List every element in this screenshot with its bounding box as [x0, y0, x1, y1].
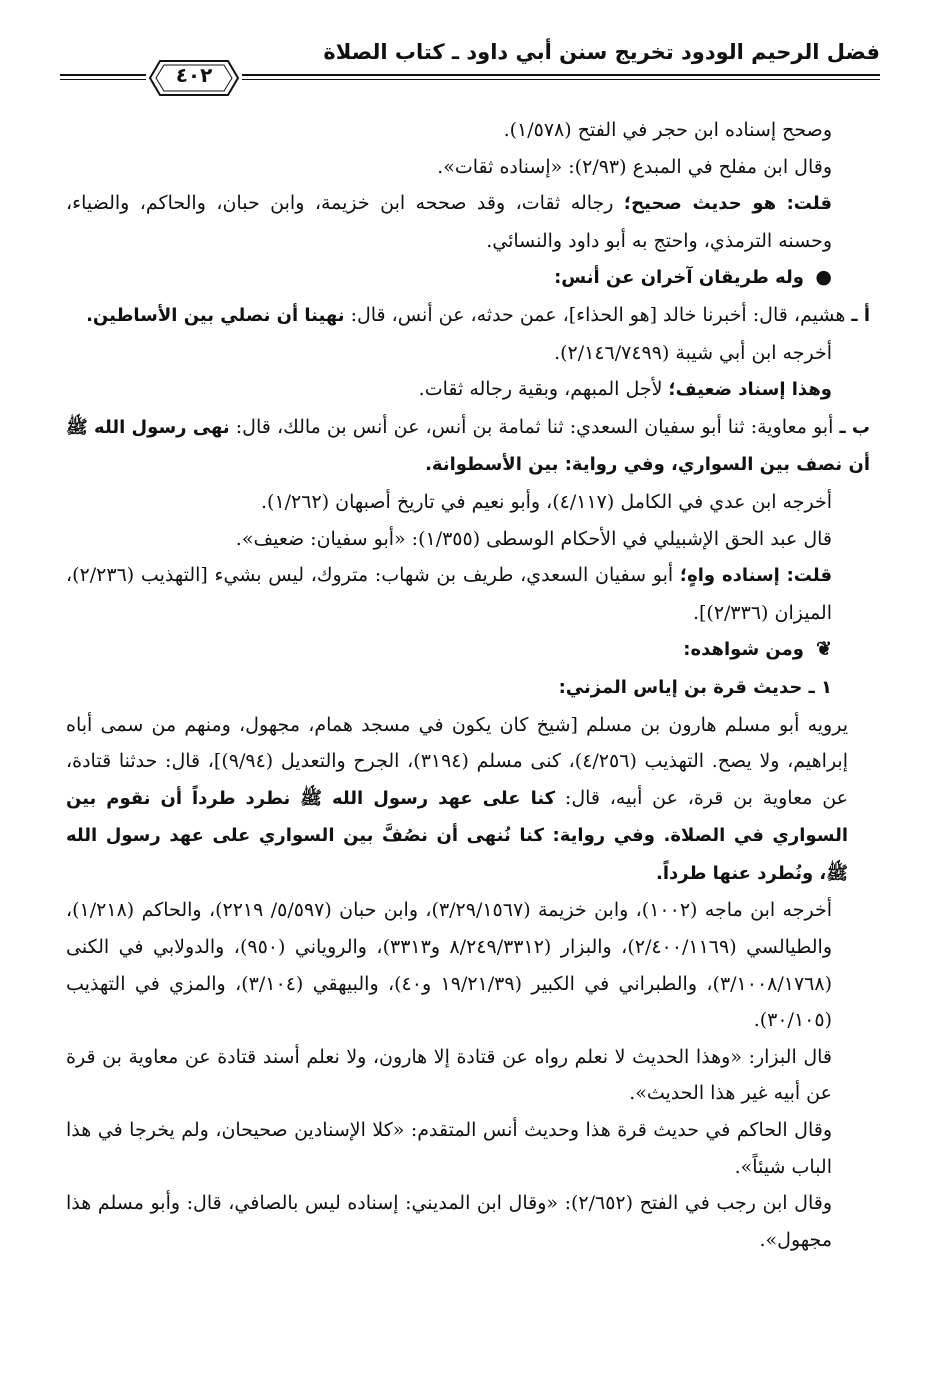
item-label: ب ـ — [839, 416, 871, 438]
paragraph — [66, 185, 870, 259]
hadith-text: نهى رسول الله ﷺ أن نصف بين السواري، وفي رواية: بين الأسطوانة. — [66, 416, 870, 476]
section-heading — [66, 259, 870, 297]
header-rule-left-thin — [60, 79, 144, 80]
page-body — [66, 112, 870, 1258]
header-rule-left — [60, 74, 144, 76]
paragraph-text: هشيم، قال: أخبرنا خالد [هو الحذاء]، عمن حدثه، عن أنس، قال: — [350, 303, 846, 326]
paragraph-text: وقال الحاكم في حديث قرة هذا وحديث أنس المتقدم: «كلا الإسنادين صحيحان، ولم يخرجا في هذا الباب شيئاً». — [66, 1119, 832, 1178]
header-title: فضل الرحيم الودود تخريج سنن أبي داود ـ كتاب الصلاة — [323, 40, 880, 64]
paragraph-text: أبو سفيان السعدي، طريف بن شهاب: متروك، ليس بشيء [التهذيب (٢/٢٣٦)، الميزان (٢/٣٣٦)]. — [66, 564, 832, 624]
heading-text: وله طريقان آخران عن أنس: — [554, 267, 804, 289]
paragraph — [66, 1039, 870, 1112]
paragraph-text: أخرجه ابن أبي شيبة (٢/١٤٦/٧٤٩٩). — [554, 341, 832, 364]
running-header — [60, 38, 880, 102]
paragraph-text: وصحح إسناده ابن حجر في الفتح (١/٥٧٨). — [503, 119, 832, 141]
paragraph — [66, 335, 870, 372]
paragraph-text: رجاله ثقات، وقد صححه ابن خزيمة، وابن حبان، والحاكم، والضياء، وحسنه الترمذي، واحتج به أبو داود والنسائي. — [66, 192, 832, 252]
page-number: ٤٠٢ — [175, 63, 213, 87]
paragraph — [66, 557, 870, 631]
paragraph — [66, 521, 870, 558]
verdict: إسناده واهٍ؛ — [679, 565, 780, 587]
paragraph — [66, 1185, 870, 1258]
paragraph-text: يرويه أبو مسلم هارون بن مسلم [شيخ كان يكون في مسجد همام، مجهول، ومنهم من سمى أباه إبراهيم، ولا يصح. التهذيب (٤/٢٥٦)، كنى مسلم (٣١٩٤)، الجرح والتعديل (٩/٩٤)]، قال: حدثنا قتادة، عن معاوية بن قرة، عن أبيه، قال: — [66, 713, 848, 809]
heading-text: ومن شواهده: — [683, 639, 804, 661]
ornament-icon: ❦ — [816, 638, 832, 661]
paragraph-text: وقال ابن رجب في الفتح (٢/٦٥٢): «وقال ابن المديني: إسناده ليس بالصافي، قال: وأبو مسلم هذا مجهول». — [66, 1192, 832, 1251]
paragraph-text: وقال ابن مفلح في المبدع (٢/٩٣): «إسناده ثقات». — [437, 155, 832, 178]
paragraph — [66, 112, 870, 149]
paragraph-text: أخرجه ابن ماجه (١٠٠٢)، وابن خزيمة (٣/٢٩/١٥٦٧)، وابن حبان (٥/٥٩٧/ ٢٢١٩)، والحاكم (١/٢١٨)، والطيالسي (٢/٤٠٠/١١٦٩)، والبزار (٨/٢٤٩/٣٣١٢ و٣٣١٣)، والروياني (٩٥٠)، والدولابي في الكنى (٣/١٠٠٨/١٧٦٨)، والطبراني في الكبير (١٩/٢١/٣٩ و٤٠)، والبيهقي (٣/١٠٤)، والمزي في التهذيب (٣٠/١٠٥). — [66, 899, 833, 1032]
item-label: أ ـ — [851, 304, 870, 326]
paragraph-text: قال عبد الحق الإشبيلي في الأحكام الوسطى (١/٣٥٥): «أبو سفيان: ضعيف». — [235, 527, 832, 550]
verdict: وهذا إسناد ضعيف؛ — [668, 379, 832, 401]
paragraph — [66, 892, 870, 1038]
page-number-badge — [146, 57, 242, 99]
paragraph — [66, 371, 870, 409]
verdict: هو حديث صحيح؛ — [623, 193, 777, 215]
heading-text: ١ ـ حديث قرة بن إياس المزني: — [558, 676, 832, 698]
paragraph-text: لأجل المبهم، وبقية رجاله ثقات. — [418, 378, 663, 401]
hadith-text: نهينا أن نصلي بين الأساطين. — [86, 304, 345, 326]
paragraph — [66, 297, 870, 335]
paragraph-text: أخرجه ابن عدي في الكامل (٤/١١٧)، وأبو نعيم في تاريخ أصبهان (١/٢٦٢). — [261, 490, 832, 513]
paragraph-text: قال البزار: «وهذا الحديث لا نعلم رواه عن قتادة إلا هارون، ولا نعلم أسند قتادة عن معاوية بن قرة عن أبيه غير هذا الحديث». — [66, 1045, 832, 1105]
paragraph — [66, 1112, 870, 1185]
paragraph — [66, 707, 870, 893]
bullet-icon: ● — [815, 266, 832, 289]
paragraph-text: أبو معاوية: ثنا أبو سفيان السعدي: ثنا ثمامة بن أنس، عن أنس بن مالك، قال: — [235, 415, 834, 438]
paragraph — [66, 149, 870, 186]
hadith-text: كنا على عهد رسول الله ﷺ نطرد طرداً أن نقوم بين السواري في الصلاة. وفي رواية: كنا نُنهى أن نصُفَّ بين السواري على عهد رسول الله ﷺ، ونُطرد عنها طرداً. — [66, 787, 848, 884]
section-heading — [66, 669, 870, 707]
section-heading — [66, 631, 870, 669]
paragraph — [66, 484, 870, 521]
lead-word: قلت: — [786, 193, 832, 215]
paragraph — [66, 409, 870, 484]
lead-word: قلت: — [786, 565, 832, 587]
